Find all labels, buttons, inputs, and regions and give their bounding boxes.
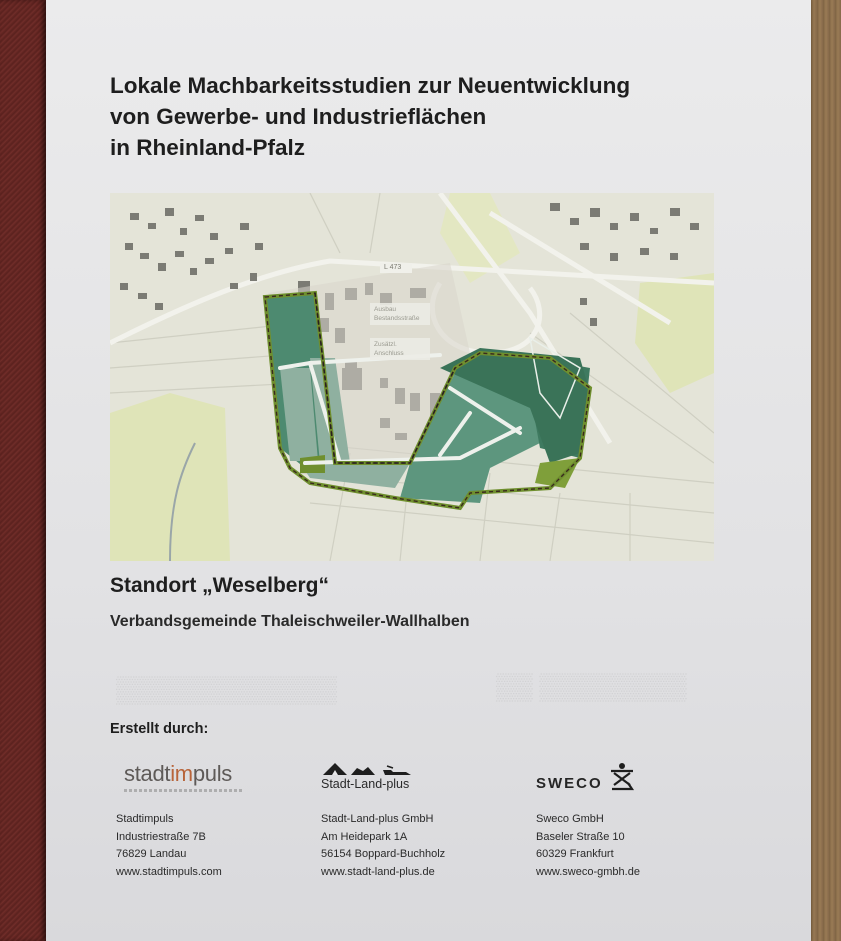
logo-accent-letters: im [170, 761, 193, 786]
address-street: Am Heidepark 1A [321, 830, 408, 843]
table-surface [811, 0, 841, 941]
address-website: www.stadt-land-plus.de [321, 865, 435, 878]
created-by-label: Erstellt durch: [110, 721, 209, 737]
landscape-silhouette-icon [321, 760, 421, 776]
address-city: 56154 Boppard-Buchholz [321, 848, 446, 860]
stadt-land-plus-logo [321, 755, 521, 807]
address-website: www.stadtimpuls.com [116, 865, 222, 878]
title-line: von Gewerbe- und Industrieflächen [110, 104, 487, 129]
address-website: www.sweco-gmbh.de [536, 865, 640, 878]
sweco-logo [536, 755, 736, 807]
address-block [321, 811, 521, 881]
address-block [116, 811, 316, 881]
address-street: Baseler Straße 10 [536, 830, 625, 843]
map-callout [374, 305, 420, 323]
stadtimpuls-logo-wordmark [124, 761, 232, 787]
sweco-logo-wordmark: SWECO [536, 775, 603, 792]
address-name: Stadt-Land-plus GmbH [321, 813, 434, 825]
sweco-figure-icon [608, 762, 636, 792]
title-line: in Rheinland-Pfalz [110, 135, 306, 160]
show-through-ghost: ▒▒ ▒▒▒▒▒▒▒▒ [496, 672, 687, 701]
organization-sweco [536, 755, 736, 881]
site-title: Standort „Weselberg“ [110, 574, 329, 597]
site-plan-map [110, 193, 714, 561]
stadtimpuls-logo-tagline [124, 789, 242, 792]
logo-text: stadtimpuls [124, 761, 232, 786]
organization-stadt-land-plus [321, 755, 521, 881]
show-through-ghost: ▒▒▒▒▒▒▒▒▒▒▒▒ [116, 675, 338, 704]
cover-page [46, 0, 811, 941]
address-city: 60329 Frankfurt [536, 848, 614, 860]
road-label: L 473 [384, 264, 402, 271]
organization-stadtimpuls [116, 755, 316, 881]
address-name: Stadtimpuls [116, 813, 174, 825]
map-callout-line: Bestandsstraße [374, 315, 420, 322]
document-title [110, 70, 730, 163]
map-callout-line: Ausbau [374, 306, 397, 313]
book-spine [0, 0, 46, 941]
map-callout-line: Anschluss [374, 350, 404, 357]
stadt-land-plus-logo-wordmark: Stadt-Land-plus [321, 777, 410, 791]
address-street: Industriestraße 7B [116, 830, 206, 843]
site-subtitle: Verbandsgemeinde Thaleischweiler-Wallhalben [110, 613, 470, 630]
title-line: Lokale Machbarkeitsstudien zur Neuentwicklung [110, 73, 631, 98]
address-name: Sweco GmbH [536, 813, 604, 825]
site-plan-graphic [110, 193, 714, 561]
map-callout [374, 340, 404, 358]
address-city: 76829 Landau [116, 848, 187, 860]
address-block [536, 811, 736, 881]
map-callout-line: Zusätzl. [374, 341, 397, 348]
stadtimpuls-logo [116, 755, 316, 807]
